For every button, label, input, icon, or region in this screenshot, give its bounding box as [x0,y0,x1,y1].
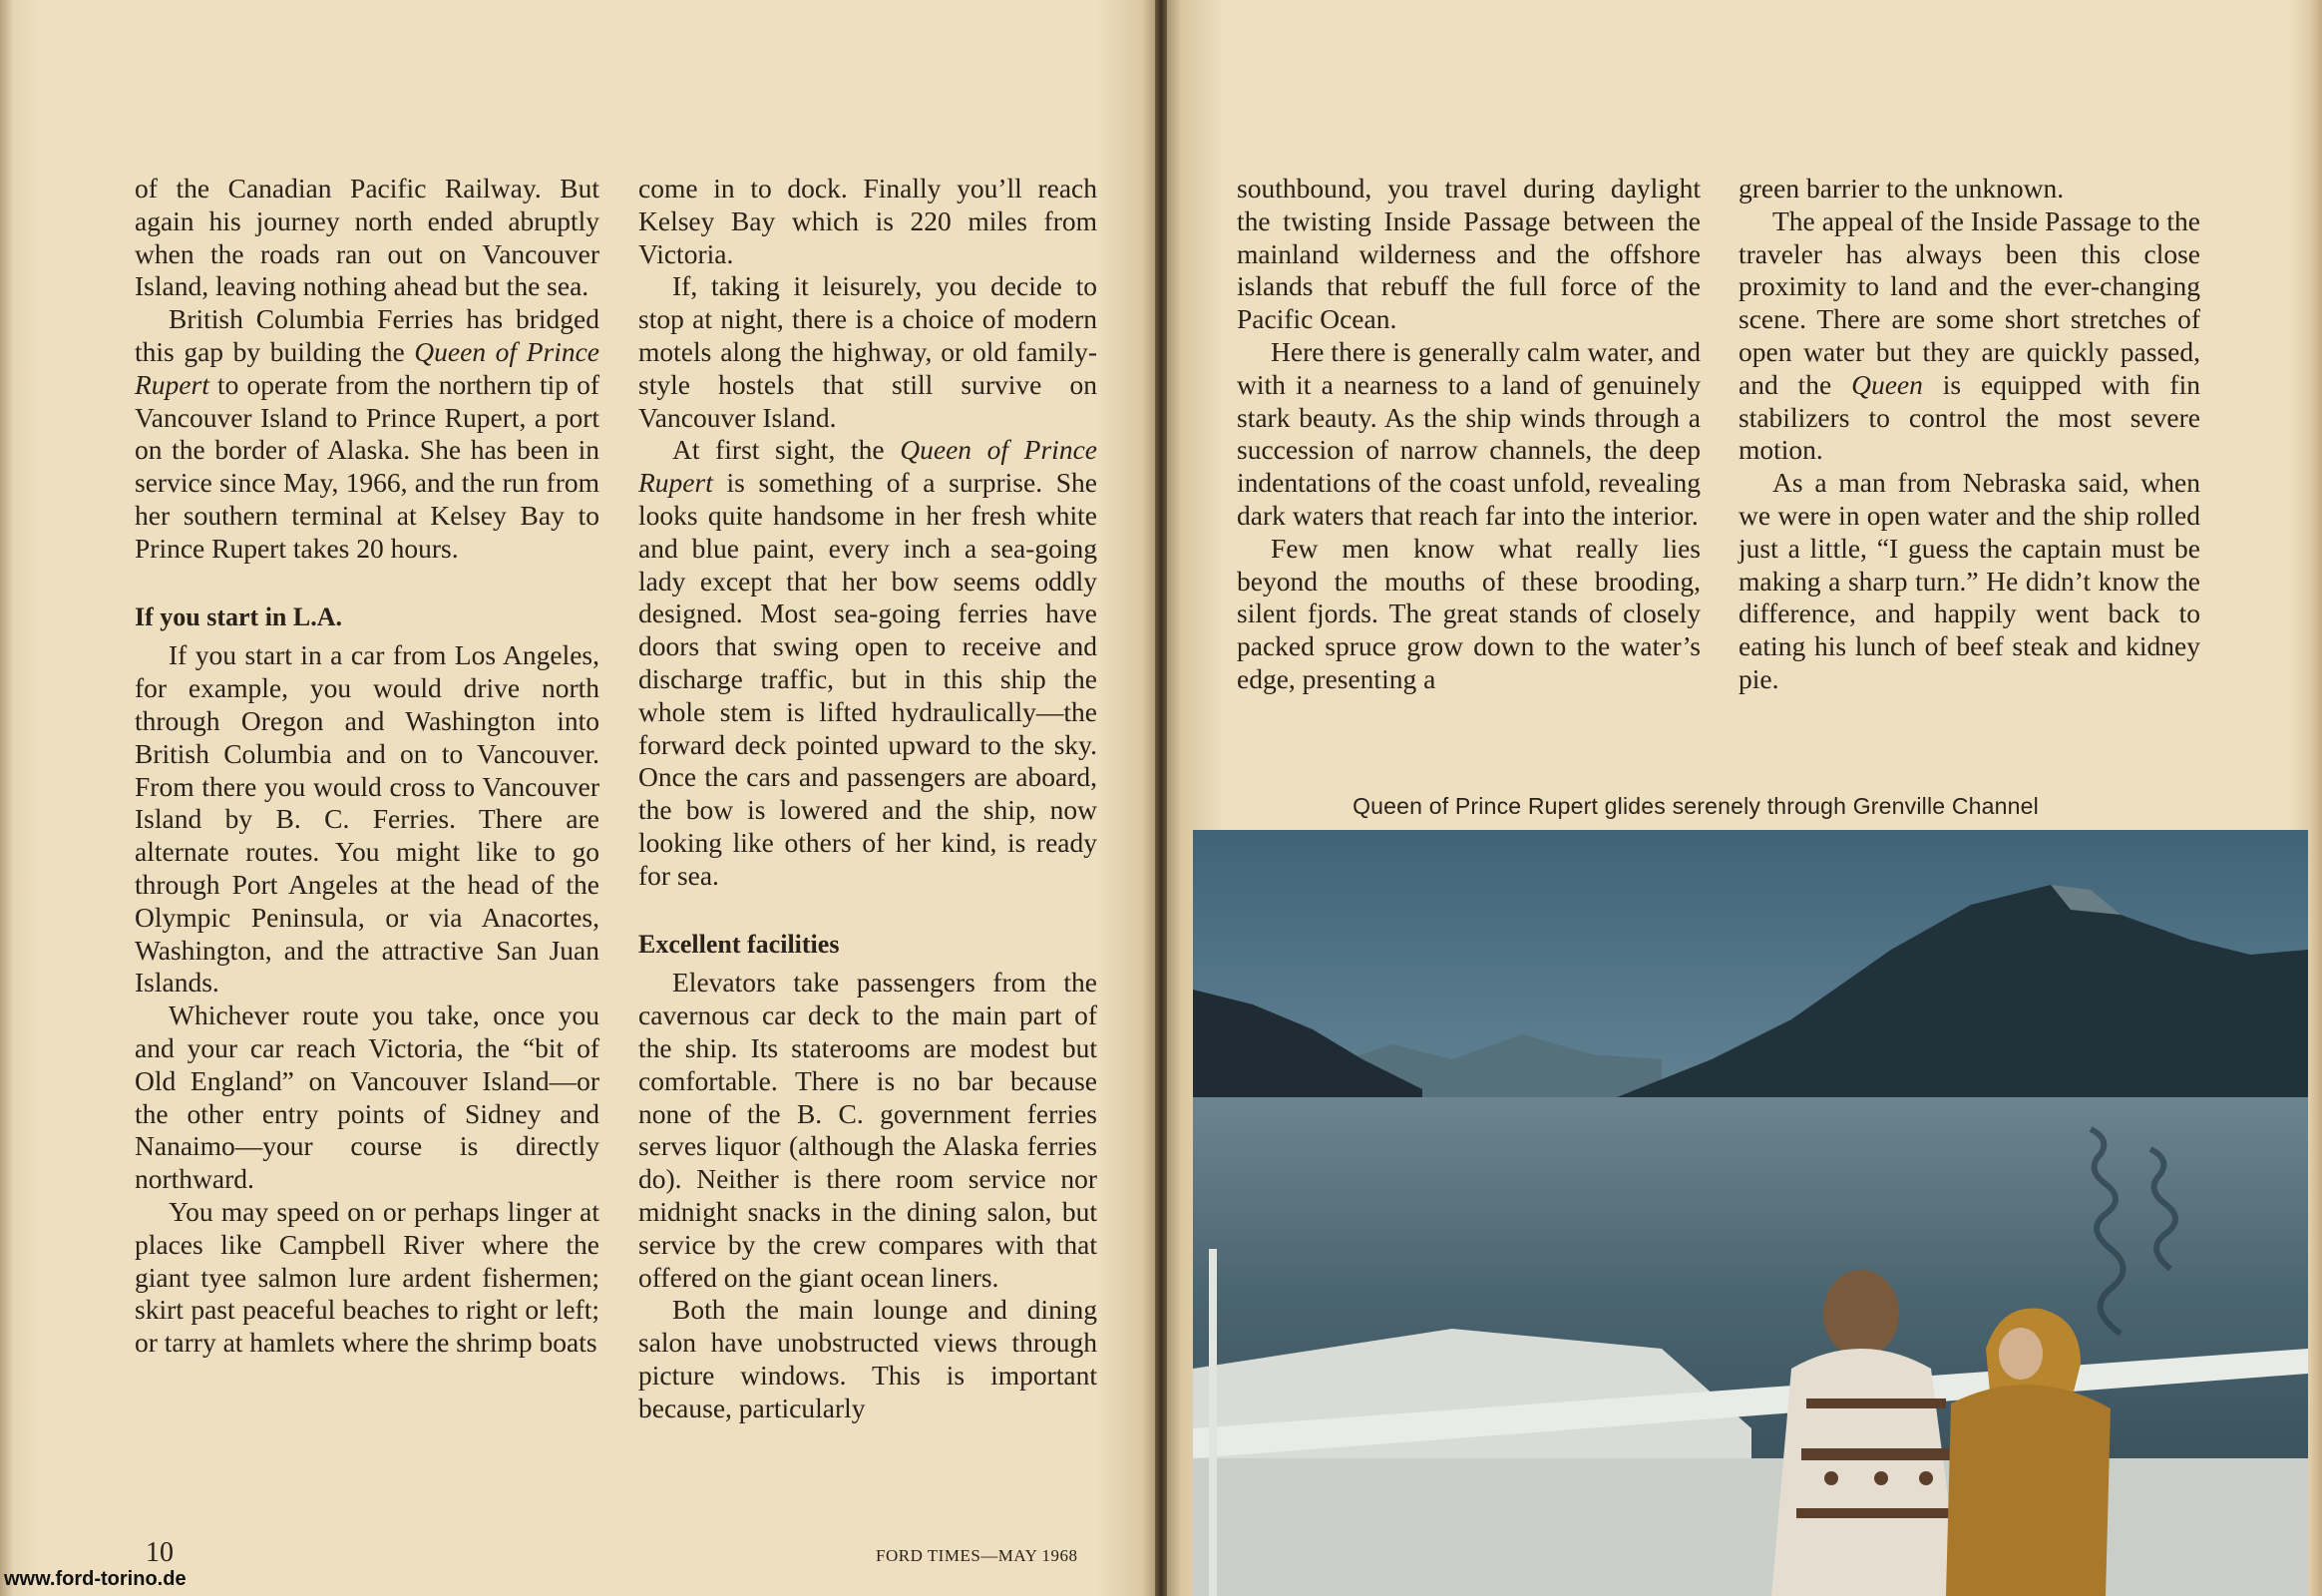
article-column-3 [1237,173,1701,696]
article-paragraph: Here there is generally calm water, and with it a nearness to a land of genuinely stark beauty. As the ship winds through a succession of narrow channels, the deep indentations of the coast unfold, revealing dark waters that reach far into the interior. [1237,335,1701,531]
article-paragraph: At first sight, the Queen of Prince Rupert is something of a surprise. She looks quite handsome in her fresh white and blue paint, every inch a sea-going lady except that her bow seems oddly designed. Most sea-going ferries have doors that swing open to receive and discharge traffic, but in this ship the whole stem is lifted hydraulically—the forward deck pointed upward to the sky. Once the cars and passengers are aboard, the bow is lowered and the ship, now looking like others of her kind, is ready for sea. [638,434,1097,891]
magazine-footer: FORD TIMES—MAY 1968 [876,1546,1078,1565]
article-paragraph: come in to dock. Finally you’ll reach Kelsey Bay which is 220 miles from Victoria. [638,173,1097,269]
section-heading: Excellent facilities [638,929,840,959]
article-paragraph: The appeal of the Inside Passage to the traveler has always been this close proximity to land and the ever-changing scene. There are some short stretches of open water but they are quickly passed, and the Queen is equipped with fin stabilizers to control the most severe motion. [1739,204,2200,466]
article-paragraph: of the Canadian Pacific Railway. But again his journey north ended abruptly when the roads ran out on Vancouver Island, leaving nothing ahead but the sea. [135,173,599,302]
article-paragraph: If you start in a car from Los Angeles, for example, you would drive north through Oregon and Washington into British Columbia and on to Vancouver. From there you would cross to Vancouver Island by B. C. Ferries. There are alternate routes. You might like to go through Port Angeles at the head of the Olympic Peninsula, or via Anacortes, Washington, and the attractive San Juan Islands. [135,639,599,998]
article-paragraph: green barrier to the unknown. [1739,173,2065,203]
photo-caption: Queen of Prince Rupert glides serenely through Grenville Channel [1353,793,2039,819]
fjord-scene-image [1193,830,2308,1596]
article-paragraph: As a man from Nebraska said, when we were in open water and the ship rolled just a little, “I guess the captain must be making a sharp turn.” He didn’t know the difference, and happily went back to eating his lunch of beef steak and kidney pie. [1739,467,2200,694]
binding-gutter [1155,0,1167,1596]
section-heading: If you start in L.A. [135,601,343,631]
article-paragraph: You may speed on or perhaps linger at places like Campbell River where the giant tyee salmon lure ardent fishermen; skirt past peaceful beaches to right or left; or tarry at hamlets where the shrimp boats [135,1195,599,1359]
article-column-4 [1739,173,2200,696]
article-paragraph: Both the main lounge and dining salon have unobstructed views through picture windows. This is important because, particularly [638,1294,1097,1423]
article-paragraph: Few men know what really lies beyond the mouths of these brooding, silent fjords. The great stands of closely packed spruce grow down to the water’s edge, presenting a [1237,532,1701,694]
page-number: 10 [146,1537,174,1568]
article-paragraph: If, taking it leisurely, you decide to stop at night, there is a choice of modern motels along the highway, or old family-style hostels that still survive on Vancouver Island. [638,270,1097,433]
article-paragraph: British Columbia Ferries has bridged this gap by building the Queen of Prince Rupert to operate from the northern tip of Vancouver Island to Prince Rupert, a port on the border of Alaska. She has been in service since May, 1966, and the run from her southern terminal at Kelsey Bay to Prince Rupert takes 20 hours. [135,303,599,564]
article-paragraph: southbound, you travel during daylight the twisting Inside Passage between the mainland wilderness and the offshore islands that rebuff the full force of the Pacific Ocean. [1237,173,1701,335]
ferry-photo [1193,830,2308,1596]
article-column-1 [135,173,599,1360]
site-watermark: www.ford-torino.de [4,1568,187,1590]
article-column-2 [638,173,1097,1424]
article-paragraph: Elevators take passengers from the cavernous car deck to the main part of the ship. Its staterooms are modest but comfortable. There is no bar because none of the B. C. government ferries serves liquor (although the Alaska ferries do). Neither is there room service nor midnight snacks in the dining salon, but service by the crew compares with that offered on the giant ocean liners. [638,967,1097,1293]
article-paragraph: Whichever route you take, once you and your car reach Victoria, the “bit of Old England” on Vancouver Island—or the other entry points of Sidney and Nanaimo—your course is directly northward. [135,999,599,1195]
